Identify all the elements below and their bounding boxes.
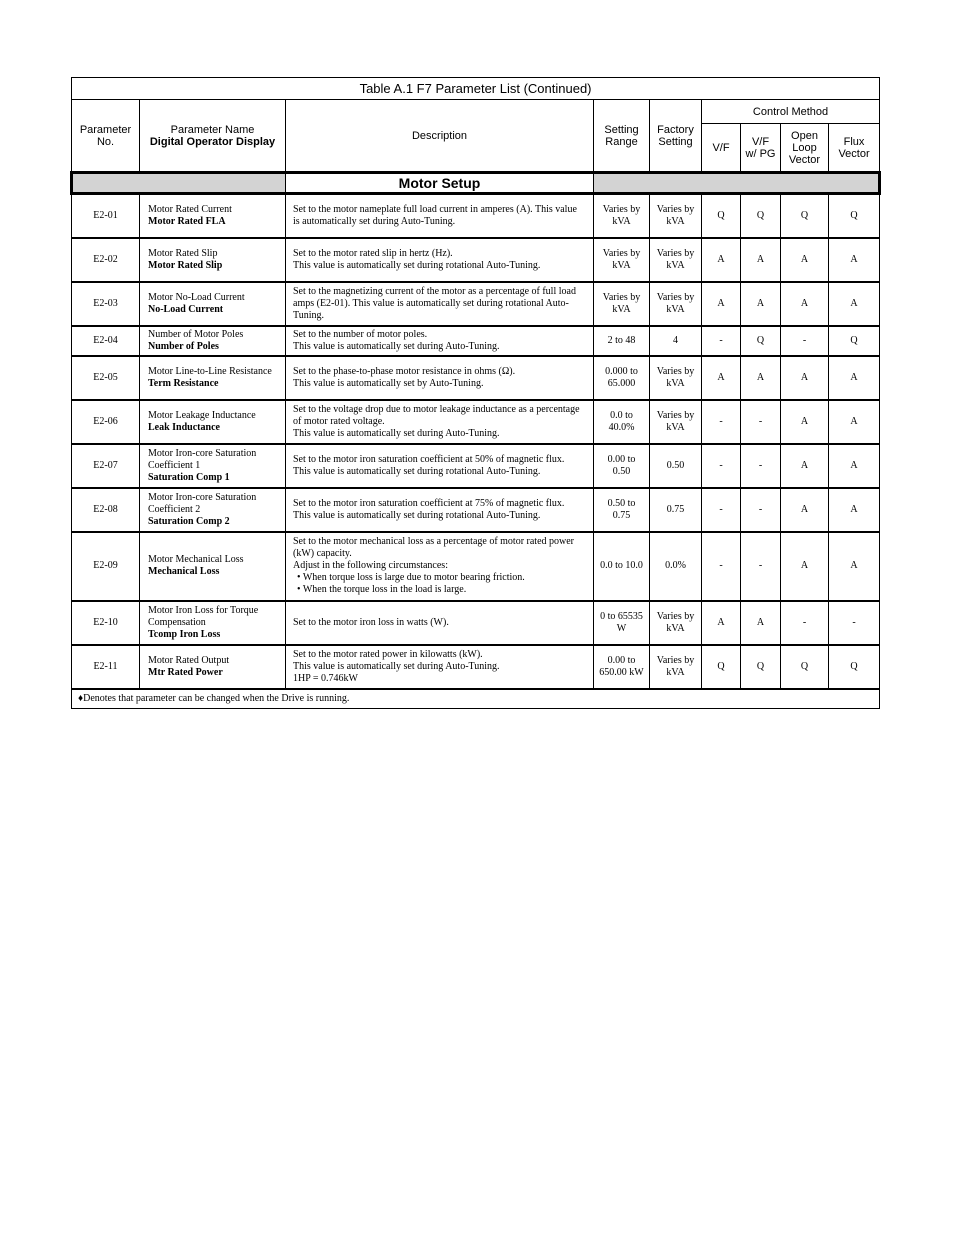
section-title: Motor Setup <box>286 173 594 194</box>
operator-display-name: Saturation Comp 1 <box>148 471 230 483</box>
factory-setting-cell: Varies by kVA <box>650 238 702 282</box>
table-row <box>72 400 880 444</box>
parameter-table-container <box>70 77 878 709</box>
description-cell <box>286 645 594 689</box>
vf-pg-cell: - <box>741 400 781 444</box>
header-open-loop-vector: Open Loop Vector <box>781 124 829 173</box>
flux-vector-cell: Q <box>829 645 880 689</box>
factory-setting-cell: Varies by kVA <box>650 400 702 444</box>
header-control-method: Control Method <box>702 100 880 124</box>
vf-pg-cell: A <box>741 282 781 326</box>
description-line: Set to the motor rated slip in hertz (Hz). <box>293 247 453 259</box>
vf-cell: - <box>702 400 741 444</box>
description-line: Set to the magnetizing current of the motor as a percentage of full load amps (E2-01). This value is automatically set during rotational Auto-Tuning. <box>293 285 576 321</box>
setting-range-cell: Varies by kVA <box>594 194 650 238</box>
param-no-cell: E2-09 <box>72 532 140 601</box>
table-row <box>72 444 880 488</box>
table-row <box>72 326 880 356</box>
factory-setting-cell: Varies by kVA <box>650 282 702 326</box>
operator-display-name: Number of Poles <box>148 340 219 352</box>
operator-display-name: Tcomp Iron Loss <box>148 628 221 640</box>
table-row <box>72 356 880 400</box>
description-cell <box>286 326 594 356</box>
header-flux-vector: Flux Vector <box>829 124 880 173</box>
vf-cell: A <box>702 282 741 326</box>
description-cell <box>286 488 594 532</box>
setting-range-cell: 0 to 65535 W <box>594 601 650 645</box>
setting-range-cell: 0.0 to 40.0% <box>594 400 650 444</box>
vf-cell: - <box>702 444 741 488</box>
open-loop-vector-cell: A <box>781 532 829 601</box>
table-caption: Table A.1 F7 Parameter List (Continued) <box>72 78 880 100</box>
setting-range-cell: 0.0 to 10.0 <box>594 532 650 601</box>
description-line: Set to the motor mechanical loss as a percentage of motor rated power (kW) capacity. <box>293 536 575 559</box>
header-description: Description <box>286 100 594 173</box>
setting-range-cell: 0.50 to 0.75 <box>594 488 650 532</box>
param-name: Motor Iron Loss for Torque Compensation <box>148 604 259 628</box>
description-cell <box>286 601 594 645</box>
flux-vector-cell: A <box>829 532 880 601</box>
factory-setting-cell: Varies by kVA <box>650 645 702 689</box>
flux-vector-cell: A <box>829 356 880 400</box>
param-name-cell <box>140 238 286 282</box>
table-row <box>72 488 880 532</box>
open-loop-vector-cell: Q <box>781 645 829 689</box>
vf-cell: A <box>702 238 741 282</box>
param-name-cell <box>140 282 286 326</box>
factory-setting-cell: Varies by kVA <box>650 356 702 400</box>
description-line: 1HP = 0.746kW <box>293 672 358 684</box>
description-line: This value is automatically set during rotational Auto-Tuning. <box>293 509 541 521</box>
param-no-cell: E2-01 <box>72 194 140 238</box>
flux-vector-cell: A <box>829 444 880 488</box>
description-line: Set to the number of motor poles. <box>293 328 428 340</box>
setting-range-cell: Varies by kVA <box>594 282 650 326</box>
parameter-rows <box>72 194 880 689</box>
operator-display-name: Saturation Comp 2 <box>148 515 230 527</box>
flux-vector-cell: A <box>829 488 880 532</box>
vf-cell: Q <box>702 194 741 238</box>
description-cell <box>286 400 594 444</box>
param-name: Motor Line-to-Line Resistance <box>148 365 272 377</box>
description-line: • When the torque loss in the load is large. <box>297 584 467 595</box>
open-loop-vector-cell: A <box>781 282 829 326</box>
param-name: Motor Rated Current <box>148 203 232 215</box>
param-no-cell: E2-11 <box>72 645 140 689</box>
vf-pg-cell: - <box>741 488 781 532</box>
description-line: This value is automatically set during Auto-Tuning. <box>293 340 500 352</box>
description-line: Set to the motor iron saturation coefficient at 50% of magnetic flux. <box>293 453 565 465</box>
setting-range-cell: 0.00 to 650.00 kW <box>594 645 650 689</box>
description-line: This value is automatically set during Auto-Tuning. <box>293 427 500 439</box>
table-row <box>72 645 880 689</box>
open-loop-vector-cell: A <box>781 356 829 400</box>
vf-pg-cell: Q <box>741 326 781 356</box>
section-band-right <box>594 173 880 194</box>
vf-cell: - <box>702 488 741 532</box>
flux-vector-cell: A <box>829 400 880 444</box>
description-line: Set to the phase-to-phase motor resistance in ohms (Ω). <box>293 365 516 377</box>
operator-display-name: Mtr Rated Power <box>148 666 223 678</box>
parameter-table <box>70 77 881 709</box>
header-vf-pg: V/F w/ PG <box>741 124 781 173</box>
vf-pg-cell: Q <box>741 194 781 238</box>
vf-cell: A <box>702 601 741 645</box>
param-name: Motor Rated Output <box>148 654 230 666</box>
factory-setting-cell: 0.75 <box>650 488 702 532</box>
param-name-cell <box>140 601 286 645</box>
param-name-cell <box>140 488 286 532</box>
open-loop-vector-cell: - <box>781 326 829 356</box>
open-loop-vector-cell: A <box>781 488 829 532</box>
param-name: Motor Mechanical Loss <box>148 554 244 565</box>
description-line: Set to the voltage drop due to motor leakage inductance as a percentage of motor rated voltage. <box>293 403 580 427</box>
vf-cell: - <box>702 532 741 601</box>
setting-range-cell: 0.000 to 65.000 <box>594 356 650 400</box>
param-name: Number of Motor Poles <box>148 328 244 340</box>
description-line: This value is automatically set during Auto-Tuning. <box>293 660 500 672</box>
description-line: This value is automatically set during rotational Auto-Tuning. <box>293 465 541 477</box>
open-loop-vector-cell: Q <box>781 194 829 238</box>
description-line: This value is automatically set by Auto-Tuning. <box>293 377 484 389</box>
operator-display-name: Term Resistance <box>148 377 219 389</box>
open-loop-vector-cell: A <box>781 238 829 282</box>
header-setting-range: Setting Range <box>594 100 650 173</box>
header-vf: V/F <box>702 124 741 173</box>
description-cell <box>286 532 594 601</box>
param-name: Motor No-Load Current <box>148 291 245 303</box>
factory-setting-cell: 4 <box>650 326 702 356</box>
operator-display-name: Mechanical Loss <box>148 566 220 577</box>
description-line: Set to the motor rated power in kilowatts (kW). <box>293 648 483 660</box>
param-name-cell <box>140 194 286 238</box>
table-row <box>72 282 880 326</box>
footnote: ♦Denotes that parameter can be changed when the Drive is running. <box>72 689 880 709</box>
vf-pg-cell: Q <box>741 645 781 689</box>
param-no-cell: E2-07 <box>72 444 140 488</box>
param-name: Motor Leakage Inductance <box>148 409 256 421</box>
table-row <box>72 532 880 601</box>
vf-pg-cell: A <box>741 356 781 400</box>
description-line: This value is automatically set during rotational Auto-Tuning. <box>293 259 541 271</box>
description-cell <box>286 238 594 282</box>
param-name: Motor Iron-core Saturation Coefficient 1 <box>148 447 257 471</box>
factory-setting-cell: 0.50 <box>650 444 702 488</box>
section-band-left <box>72 173 286 194</box>
param-no-cell: E2-02 <box>72 238 140 282</box>
param-name-cell <box>140 356 286 400</box>
param-no-cell: E2-05 <box>72 356 140 400</box>
description-line: • When torque loss is large due to motor bearing friction. <box>297 572 525 583</box>
param-no-cell: E2-03 <box>72 282 140 326</box>
param-no-cell: E2-04 <box>72 326 140 356</box>
operator-display-name: No-Load Current <box>148 303 224 315</box>
open-loop-vector-cell: A <box>781 400 829 444</box>
description-cell <box>286 444 594 488</box>
param-name-cell <box>140 444 286 488</box>
table-row <box>72 238 880 282</box>
flux-vector-cell: Q <box>829 194 880 238</box>
param-name-cell <box>140 532 286 601</box>
vf-pg-cell: A <box>741 238 781 282</box>
factory-setting-cell: Varies by kVA <box>650 194 702 238</box>
table-row <box>72 601 880 645</box>
factory-setting-cell: Varies by kVA <box>650 601 702 645</box>
description-line: Adjust in the following circumstances: <box>293 560 448 571</box>
param-name-cell <box>140 645 286 689</box>
param-name-cell <box>140 400 286 444</box>
header-param-name-label: Parameter Name <box>170 123 255 136</box>
description-cell <box>286 282 594 326</box>
description-cell <box>286 356 594 400</box>
header-factory-setting: Factory Setting <box>650 100 702 173</box>
open-loop-vector-cell: A <box>781 444 829 488</box>
table-row <box>72 194 880 238</box>
description-cell <box>286 194 594 238</box>
description-line: Set to the motor nameplate full load current in amperes (A). This value is automatically set during Auto-Tuning. <box>293 203 577 227</box>
header-param-no: Parameter No. <box>72 100 140 173</box>
setting-range-cell: 0.00 to 0.50 <box>594 444 650 488</box>
operator-display-name: Motor Rated FLA <box>148 215 226 227</box>
description-line: Set to the motor iron loss in watts (W). <box>293 616 449 628</box>
factory-setting-cell: 0.0% <box>650 532 702 601</box>
header-param-name <box>140 100 286 173</box>
param-name: Motor Rated Slip <box>148 247 218 259</box>
vf-cell: A <box>702 356 741 400</box>
flux-vector-cell: A <box>829 238 880 282</box>
param-name: Motor Iron-core Saturation Coefficient 2 <box>148 491 257 515</box>
operator-display-name: Motor Rated Slip <box>148 259 223 271</box>
vf-pg-cell: - <box>741 444 781 488</box>
param-no-cell: E2-06 <box>72 400 140 444</box>
vf-cell: - <box>702 326 741 356</box>
open-loop-vector-cell: - <box>781 601 829 645</box>
flux-vector-cell: - <box>829 601 880 645</box>
vf-pg-cell: - <box>741 532 781 601</box>
operator-display-name: Leak Inductance <box>148 421 220 433</box>
param-name-cell <box>140 326 286 356</box>
flux-vector-cell: Q <box>829 326 880 356</box>
setting-range-cell: 2 to 48 <box>594 326 650 356</box>
vf-pg-cell: A <box>741 601 781 645</box>
setting-range-cell: Varies by kVA <box>594 238 650 282</box>
vf-cell: Q <box>702 645 741 689</box>
flux-vector-cell: A <box>829 282 880 326</box>
param-no-cell: E2-10 <box>72 601 140 645</box>
param-no-cell: E2-08 <box>72 488 140 532</box>
description-line: Set to the motor iron saturation coefficient at 75% of magnetic flux. <box>293 497 565 509</box>
header-display-label: Digital Operator Display <box>149 135 276 148</box>
